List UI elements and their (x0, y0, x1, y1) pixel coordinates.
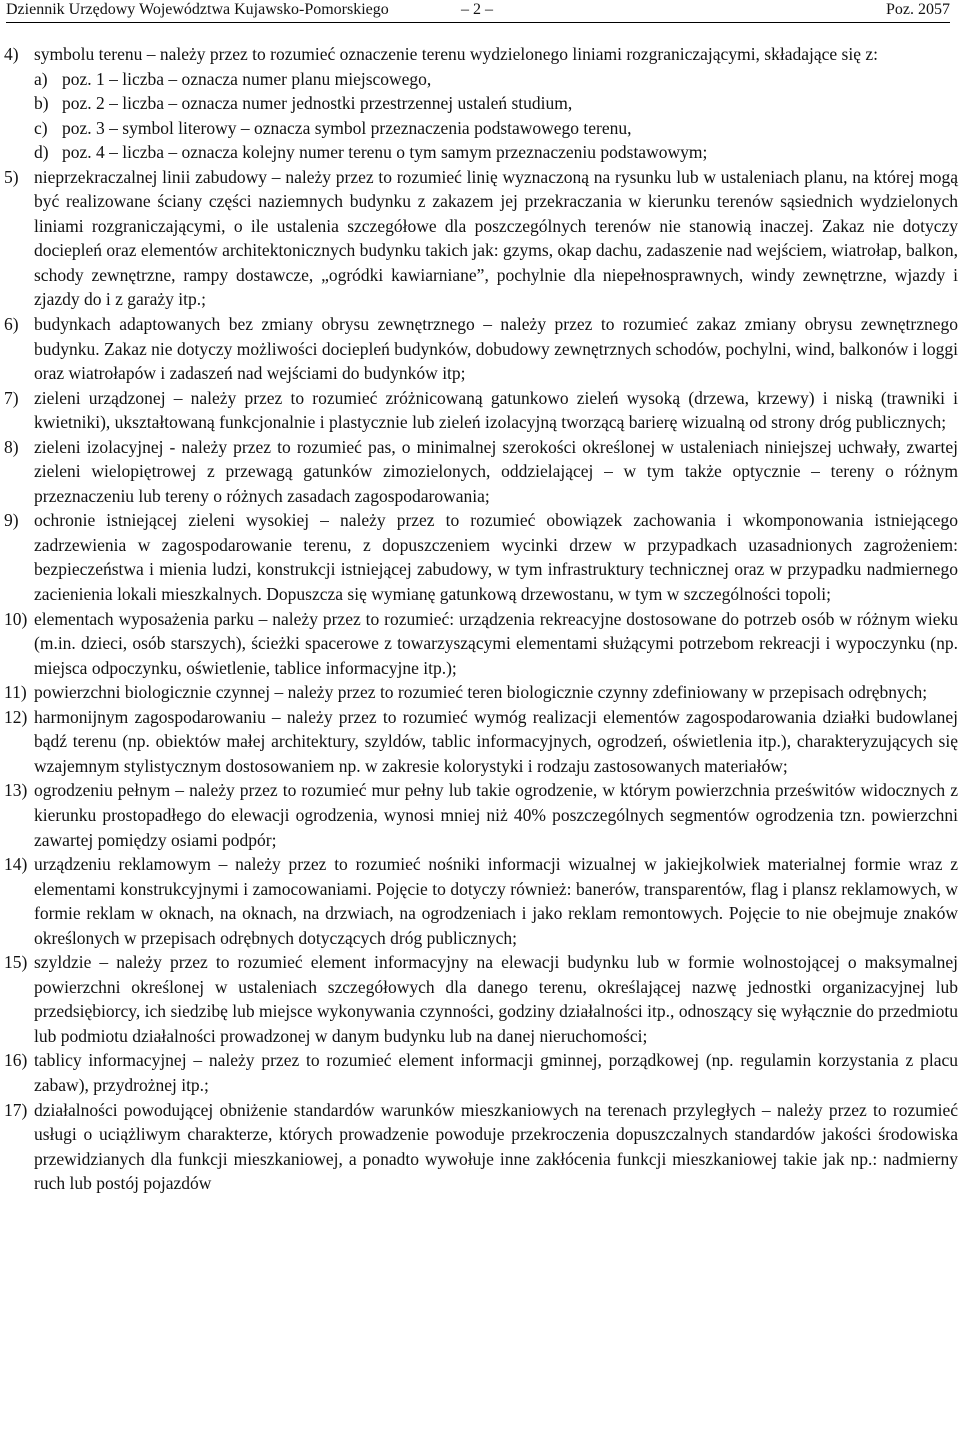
item-text: symbolu terenu – należy przez to rozumieć oznaczenie terenu wydzielonego liniami rozgraniczającymi, składające się z: (34, 44, 878, 64)
item-text: urządzeniu reklamowym – należy przez to rozumieć nośniki informacji wizualnej w jakiejkolwiek materialnej formie wraz z elementami konstrukcyjnymi i zamocowaniami. Pojęcie to dotyczy również: banerów, transparentów, flag i plansz reklamowych, w formie reklam w oknach, na oknach, na drzwiach, na ogrodzeniach i jako reklam remontowych. Pojęcie to nie obejmuje znaków określonych w przepisach odrębnych dotyczących dróg publicznych; (34, 854, 958, 948)
definition-item (4, 778, 958, 852)
page-header (6, 0, 950, 23)
item-text: działalności powodującej obniżenie standardów warunków mieszkaniowych na terenach przyległych – należy przez to rozumieć usługi o uciążliwym charakterze, których prowadzenie powoduje przekroczenia dopuszczalnych standardów jakości środowiska przewidzianych dla funkcji mieszkaniowej, a ponadto wywołuje inne zakłócenia funkcji mieszkaniowej takie jak np.: nadmierny ruch lub postój pojazdów (34, 1099, 958, 1194)
item-number: 14) (4, 854, 28, 875)
sub-item-number: b) (34, 93, 49, 114)
item-number: 10) (4, 608, 28, 629)
item-number: 17) (4, 1099, 28, 1120)
sub-item (4, 67, 958, 92)
item-text: elementach wyposażenia parku – należy przez to rozumieć: urządzenia rekreacyjne dostosowane do potrzeb osób w różnym wieku (m.in. dzieci, osób starszych), ścieżki spacerowe z towarzyszącymi elementami służącymi potrzebom rekreacji i wypoczynku (np. miejsca odpoczynku, oświetlenie, tablice informacyjne itp.); (34, 608, 958, 678)
definition-item (4, 1098, 958, 1196)
page-number: – 2 – (461, 1, 493, 18)
definition-item (4, 950, 958, 1048)
item-number: 16) (4, 1050, 28, 1071)
definition-item (4, 165, 958, 312)
item-number: 7) (4, 387, 19, 408)
definition-item (4, 705, 958, 779)
item-text: powierzchni biologicznie czynnej – należy przez to rozumieć teren biologicznie czynny zdefiniowany w przepisach odrębnych; (34, 682, 928, 703)
definition-item (4, 42, 958, 67)
definition-item (4, 312, 958, 386)
sub-item-number: a) (34, 68, 48, 89)
item-number: 15) (4, 952, 28, 973)
item-text: ochronie istniejącej zieleni wysokiej – należy przez to rozumieć obowiązek zachowania i wkomponowania istniejącego zadrzewienia w zagospodarowanie terenu, z dopuszczeniem wycinki drzew w przypadkach uzasadnionych zagrożeniem: bezpieczeństwa i mienia ludzi, konstrukcji istniejącej zabudowy, w tym infrastruktury technicznej oraz w przypadku nadmiernego zacienienia lokali mieszkalnych. Dopuszcza się wymianę gatunkową drzewostanu, w tym w szczególności topoli; (34, 510, 958, 605)
sub-item-number: c) (34, 117, 48, 138)
sub-item-number: d) (34, 142, 49, 163)
item-text: ogrodzeniu pełnym – należy przez to rozumieć mur pełny lub takie ogrodzenie, w którym powierzchnia prześwitów widocznych z kierunku prostopadłego do elewacji ogrodzenia, wynosi mniej niż 40% poszczególnych segmentów ogrodzenia tzn. powierzchni zawartej pomiędzy osiami podpór; (34, 780, 958, 850)
item-number: 6) (4, 314, 19, 335)
item-number: 4) (4, 44, 19, 64)
definition-item (4, 386, 958, 435)
item-number: 13) (4, 780, 28, 801)
sub-item-text: poz. 2 – liczba – oznacza numer jednostki przestrzennej ustaleń studium, (62, 93, 573, 114)
sub-item-text: poz. 3 – symbol literowy – oznacza symbol przeznaczenia podstawowego terenu, (62, 117, 632, 138)
item-text: tablicy informacyjnej – należy przez to rozumieć element informacji gminnej, porządkowej (np. regulamin korzystania z placu zabaw), przydrożnej itp.; (34, 1050, 958, 1095)
item-text: szyldzie – należy przez to rozumieć element informacyjny na elewacji budynku lub w formie wolnostojącej o maksymalnej powierzchni określonej w ustaleniach szczegółowych dla danego terenu, określającej nazwę jednostki organizacyjnej lub przedsiębiorcy, ich siedzibę lub miejsce wykonywania czynności, godziny działalności itp., odnoszący się wyłącznie do przedmiotu lub podmiotu działalności prowadzonej w danym budynku lub na danej nieruchomości; (34, 952, 958, 1046)
item-number: 8) (4, 436, 19, 457)
position-number: Poz. 2057 (886, 1, 950, 18)
document-body (4, 42, 958, 1196)
sub-item-text: poz. 4 – liczba – oznacza kolejny numer terenu o tym samym przeznaczeniu podstawowym; (62, 142, 708, 163)
item-text: nieprzekraczalnej linii zabudowy – należy przez to rozumieć linię wyznaczoną na rysunku lub w ustaleniach planu, na której mogą być realizowane ściany części naziemnych budynku z zakazem jej przekraczania w kierunku terenów sąsiednich wydzielonych liniami rozgraniczającymi, o ile ustalenia szczegółowe dla poszczególnych terenów nie stanowią inaczej. Zakaz nie dotyczy dociepleń oraz elementów architektonicznych budynku takich jak: gzyms, okap dachu, zadaszenie nad wejściem, wiatrołap, balkon, schody zewnętrzne, rampy dostawcze, „ogródki kawiarniane”, pochylnie dla niepełnosprawnych, windy zewnętrzne, wjazdy i zjazdy do i z garaży itp.; (34, 166, 958, 310)
sub-item (4, 140, 958, 165)
item-text: zieleni izolacyjnej - należy przez to rozumieć pas, o minimalnej szerokości określonej w ustaleniach niniejszej uchwały, zwartej zieleni wielopiętrowej z przewagą gatunków zimozielonych, oddzielającej – w tym także optycznie – tereny o różnym przeznaczeniu lub tereny o różnych zasadach zagospodarowania; (34, 436, 958, 506)
journal-title: Dziennik Urzędowy Województwa Kujawsko-Pomorskiego (6, 1, 389, 18)
definition-item (4, 680, 958, 705)
item-text: budynkach adaptowanych bez zmiany obrysu zewnętrznego – należy przez to rozumieć zakaz zmiany obrysu zewnętrznego budynku. Zakaz nie dotyczy możliwości dociepleń budynków, dobudowy zewnętrznych schodów, pochylni, wind, balkonów i loggi oraz wiatrołapów i zadaszeń nad wejściami do budynków itp; (34, 314, 958, 384)
definition-item (4, 508, 958, 606)
definition-item (4, 435, 958, 509)
definition-item (4, 852, 958, 950)
item-number: 11) (4, 682, 27, 703)
definition-item (4, 1048, 958, 1097)
item-number: 5) (4, 166, 19, 187)
item-text: harmonijnym zagospodarowaniu – należy przez to rozumieć wymóg realizacji elementów zagospodarowania działki budowlanej bądź terenu (np. obiektów małej architektury, szyldów, tablic informacyjnych, ogrodzeń, oświetlenia itp.), charakteryzujących się wzajemnym stylistycznym dostosowaniem np. w zakresie kolorystyki i rodzaju zastosowanych materiałów; (34, 706, 958, 776)
item-number: 9) (4, 510, 19, 531)
item-number: 12) (4, 706, 28, 727)
sub-item (4, 91, 958, 116)
definition-item (4, 607, 958, 681)
item-text: zieleni urządzonej – należy przez to rozumieć zróżnicowaną gatunkowo zieleń wysoką (drzewa, krzewy) i niską (trawniki i kwietniki), ukształtowaną funkcjonalnie i plastycznie lub zieleń izolacyjną tworzącą barierę wizualną od strony dróg publicznych; (34, 387, 958, 433)
sub-item (4, 116, 958, 141)
sub-item-text: poz. 1 – liczba – oznacza numer planu miejscowego, (62, 68, 432, 89)
